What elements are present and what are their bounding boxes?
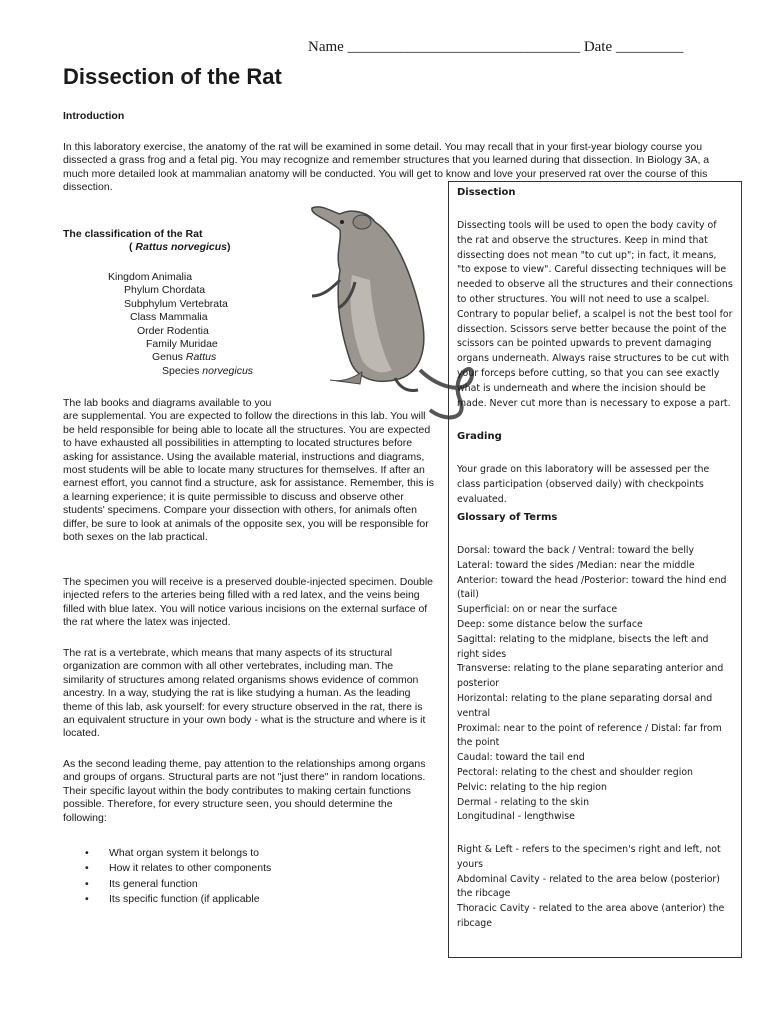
extra-terms-list [457, 843, 733, 932]
lab-books-paragraph: The lab books and diagrams available to you are supplemental. You are expected to follow the directions in this lab. You will be held responsible for being able to locate all the structures. You are expected to have exhausted all possibilities in attempting to located structures before asking for assistance. Using the available material, instructions and diagrams, most students will be able to locate many structures for themselves. If after an earnest effort, you cannot find a structure, ask for assistance. Remember, this is a learning experience; it is quite permissible to discuss and observe other students' specimens. Compare your dissection with others, for animals often differ, be sure to look at animals of the opposite sex, you will be responsible for both sexes on the lab practical. [63, 397, 434, 544]
glossary-item: Longitudinal - lengthwise [457, 811, 575, 823]
bullet-icon: • [85, 892, 89, 905]
glossary-item: Deep: some distance below the surface [457, 618, 643, 630]
glossary-item: Dermal - relating to the skin [457, 796, 590, 808]
list-item: • Its general function [85, 877, 271, 892]
intro-paragraph: In this laboratory exercise, the anatomy of the rat will be examined in some detail. You may recall that in your first-year biology course you dissected a grass frog and a fetal pig. You may recognize and remember structures that you learned during that dissection. In Biology 3A, a much more detailed look at mammalian anatomy will be conducted. You will get to know and love your preserved rat over the course of this dissection. [63, 141, 710, 194]
rat-front-leg [312, 280, 340, 296]
taxonomy-genus: Genus Rattus [152, 351, 217, 363]
vertebrate-paragraph: The rat is a vertebrate, which means that many aspects of its structural organization are common with all other vertebrates, including man. The similarity of structures among related organisms shows evidence of common ancestry. In a way, studying the rat is like studying a human. As the leading theme of this lab, ask yourself: for every structure observed in the rat, there is an equivalent structure in your own body - what is the structure and where is it located. [63, 647, 426, 740]
taxonomy-family: Family Muridae [146, 338, 218, 350]
glossary-item: Dorsal: toward the back / Ventral: toward the belly [457, 545, 695, 556]
glossary-item: Pectoral: relating to the chest and shoulder region [457, 766, 694, 778]
introduction-heading: Introduction [63, 110, 125, 122]
rat-eye [340, 220, 344, 224]
glossary-item: Sagittal: relating to the midplane, bisects the left and right sides [457, 633, 709, 660]
taxonomy-order: Order Rodentia [137, 325, 209, 337]
glossary-item: Right & Left - refers to the specimen's right and left, not yours [457, 844, 721, 870]
glossary-list [457, 544, 733, 825]
page-title: Dissection of the Rat [63, 64, 282, 89]
dissection-text: Dissecting tools will be used to open the body cavity of the rat and observe the structures. Keep in mind that dissecting does not mean "to cut up"; in fact, it means, "to expose to view". Careful dissecting techniques will be needed to observe all the structures and their connections to other structures. You will not need to use a scalpel. Contrary to popular belief, a scalpel is not the best tool for dissection. Scissors serve better because the point of the scissors can be pointed upwards to prevent damaging organs underneath. Always raise structures to be cut with your forceps before cutting, so that you can see exactly what is underneath and where the incision should be made. Never cut more than is necessary to expose a part. [457, 220, 733, 409]
glossary-item: Superficial: on or near the surface [457, 604, 618, 616]
glossary-item: Pelvic: relating to the hip region [457, 781, 607, 793]
specimen-paragraph: The specimen you will receive is a preserved double-injected specimen. Double injected refers to the arteries being filled with a red latex, and the veins being filled with blue latex. You will notice various incisions on the external surface of the rat where the latex was injected. [63, 576, 434, 629]
glossary-item: Thoracic Cavity - related to the area above (anterior) the ribcage [457, 903, 725, 929]
glossary-heading: Glossary of Terms [457, 512, 558, 523]
glossary-item: Transverse: relating to the plane separating anterior and posterior [457, 663, 724, 690]
dissection-heading: Dissection [457, 187, 516, 198]
list-item: • What organ system it belongs to [85, 846, 271, 861]
second-theme-paragraph: As the second leading theme, pay attention to the relationships among organs and groups of organs. Structural parts are not "just there" in random locations. Their specific layout within the body contributes to making certain functions possible. Therefore, for every structure seen, you should determine the following: [63, 758, 426, 824]
taxonomy-subphylum: Subphylum Vertebrata [124, 298, 228, 310]
glossary-item: Lateral: toward the sides /Median: near the middle [457, 559, 695, 571]
glossary-item: Horizontal: relating to the plane separating dorsal and ventral [457, 692, 713, 719]
taxonomy-kingdom: Kingdom Animalia [108, 271, 193, 283]
glossary-item: Caudal: toward the tail end [457, 752, 585, 764]
classification-heading: The classification of the Rat ( Rattus norvegicus) [63, 228, 231, 254]
taxonomy-class: Class Mammalia [130, 311, 208, 323]
glossary-item: Proximal: near to the point of reference / Distal: far from the point [457, 722, 722, 749]
sidebar-box [448, 181, 742, 958]
rat-hind-foot [330, 372, 362, 384]
list-item: • Its specific function (if applicable [85, 892, 271, 907]
glossary-item: Anterior: toward the head /Posterior: toward the hind end (tail) [457, 574, 727, 601]
grading-text: Your grade on this laboratory will be assessed per the class participation (observed daily) with checkpoints evaluated. [457, 464, 710, 505]
bullet-icon: • [85, 847, 89, 859]
list-item: • How it relates to other components [85, 861, 271, 876]
glossary-item: Abdominal Cavity - related to the area below (posterior) the ribcage [457, 873, 720, 900]
name-date-line: Name _______________________________ Date _________ [308, 39, 684, 55]
taxonomy-species: Species norvegicus [162, 365, 254, 377]
structure-questions-list [85, 846, 271, 907]
bullet-icon: • [85, 877, 89, 890]
bullet-icon: • [85, 862, 89, 875]
grading-heading: Grading [457, 431, 502, 442]
taxonomy-phylum: Phylum Chordata [124, 284, 206, 296]
rat-ear [353, 215, 371, 229]
